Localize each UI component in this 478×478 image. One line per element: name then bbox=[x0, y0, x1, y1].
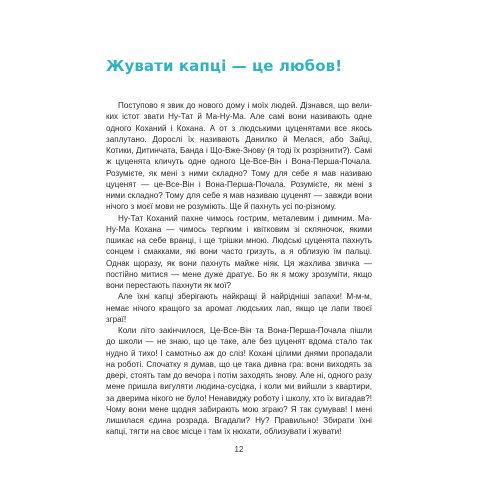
paragraph: Коли літо закінчилося, Це-Все-Він та Вона-Перша-Почала пішли до школи — не знаю, що це таке, але без цуценят вдома стало так нудно й тихо! І самотньо аж до сліз! Кохані цілими днями пропадали на роботі. Спочатку я думав, що це така дивна гра: вони виходять за двері, стоять там до вечора і потім заходять знову. Але ні, одного разу мене пришла вигуляти людина-сусідка, і коли ми вийшли з квартири, за дверима нікого не було! Ненавиджу роботу і школу, хто їх вигадав?! Чому вони мене щодня забирають мою зграю? Я так сумував! І мені лишилася єдина розрада. Вгадали? Ну? Правильно! Збирати їхні капці, тягти на своє місце і там їх нюхати, облизувати і жувати! bbox=[106, 326, 372, 437]
chapter-heading: Жувати капці — це любов! bbox=[106, 57, 343, 75]
paragraph: Але їхні капці зберігають найкращі й найрідніші запахи! М-м-м, немає нічого кращого за аромат людських лап, якщо це лапи твоєї зграї! bbox=[106, 292, 372, 324]
paragraph: Ну-Тат Коханий пахне чимось гострим, металевим і димним. Ма-Ну-Ма Кохана — чимось терпким і квітковим зі скляночок, якими пшикає на себе вранці, і ще трішки мною. Людські цуценята пахнуть сонцем і смакками, які вони часто гризуть, а я облизую їм пальці. Однак щоразу, як вони пахнуть майже ніяк. Ця жахлива звичка — постійно митися — мене дуже дратує. Бо як я можу зрозуміти, якщо вони перестають пахнути як мої? bbox=[106, 213, 372, 290]
body-text bbox=[106, 100, 372, 438]
page-number: 12 bbox=[234, 445, 244, 454]
paragraph: Поступово я звик до нового дому і моїх людей. Дізнався, що великих істот звати Ну-Тат й Ма-Ну-Ма. Але самі вони називають одне одного Коханий і Кохана. А от з людськими цуценятами все якось заплутано. Дорослі їх називають Данилко й Мелася, або Зайці, Котики, Дитинчата, Банда і Що-Вже-Знову (я тоді їх розрізнити?). Самі ж цуценята кличуть одне одного Це-Все-Він і Вона-Перша-Почала. Розумієте, як мені з ними складно? Тому для себе я мав називаю цуценят — це-Все-Він і Вона-Перша-Почала. Розумієте, як мені з ними складно? Тому для себе я мав називаю цуценят — завжди вони нічого з моєї мови не розуміють. Ще й пахнуть усі по-різному. bbox=[106, 101, 372, 212]
